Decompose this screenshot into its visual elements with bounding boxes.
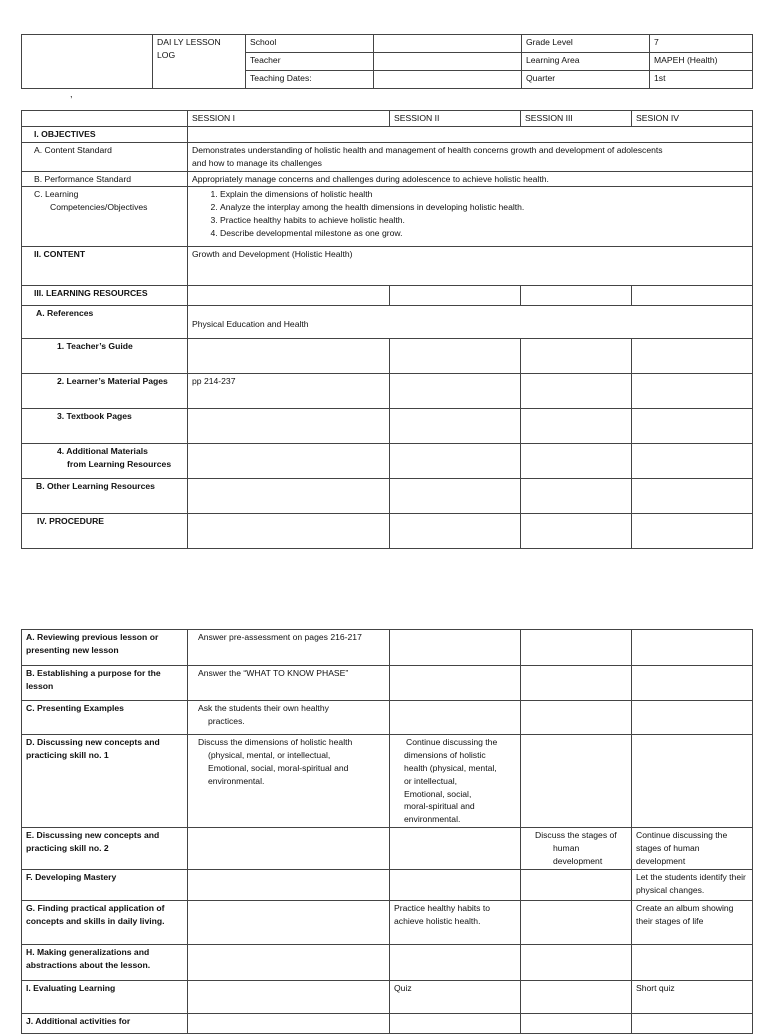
- textbook-s1: [188, 409, 390, 444]
- proc-c-s1-line2: practices.: [208, 715, 245, 726]
- proc-g-s2: Practice healthy habits to achieve holistic health.: [390, 900, 521, 944]
- proc-a-s1: Answer pre-assessment on pages 216-217: [188, 630, 390, 666]
- teachers-guide-s3: [521, 339, 632, 374]
- proc-d-s2-line: health (physical, mental,: [404, 762, 497, 773]
- competency-item: 3. Practice healthy habits to achieve holistic health.: [220, 214, 748, 227]
- content-heading: II. CONTENT: [22, 247, 188, 286]
- proc-i-s4: Short quiz: [632, 980, 753, 1013]
- performance-standard-label: B. Performance Standard: [22, 171, 188, 187]
- proc-e-s3: [521, 828, 632, 870]
- proc-b-s1: Answer the “WHAT TO KNOW PHASE”: [188, 666, 390, 701]
- teachers-guide-s2: [390, 339, 521, 374]
- grade-value[interactable]: 7: [650, 35, 753, 53]
- proc-i-s3: [521, 980, 632, 1013]
- proc-b-s4: [632, 666, 753, 701]
- proc-a-s3: [521, 630, 632, 666]
- resources-s1: [188, 286, 390, 306]
- proc-d-s1-line3: Emotional, social, moral-spiritual and: [208, 762, 349, 773]
- grade-label: Grade Level: [522, 35, 650, 53]
- proc-f-s1: [188, 869, 390, 900]
- textbook-s3: [521, 409, 632, 444]
- other-resources-s2: [390, 479, 521, 514]
- session-header-1: SESSION I: [188, 111, 390, 127]
- proc-j-s3: [521, 1013, 632, 1033]
- proc-c-s1: [188, 701, 390, 735]
- teacher-label: Teacher: [246, 53, 374, 71]
- resources-s3: [521, 286, 632, 306]
- competency-item: 2. Analyze the interplay among the health dimensions in developing holistic health.: [220, 201, 748, 214]
- proc-c-s3: [521, 701, 632, 735]
- objectives-heading: I. OBJECTIVES: [22, 126, 188, 142]
- proc-j-label: J. Additional activities for: [22, 1013, 188, 1033]
- proc-a-s2: [390, 630, 521, 666]
- proc-h-s2: [390, 944, 521, 980]
- proc-h-s4: [632, 944, 753, 980]
- proc-j-s2: [390, 1013, 521, 1033]
- proc-c-s4: [632, 701, 753, 735]
- procedure-heading-s3: [521, 514, 632, 549]
- resources-heading: III. LEARNING RESOURCES: [22, 286, 188, 306]
- teacher-value[interactable]: [374, 53, 522, 71]
- procedure-heading: IV. PROCEDURE: [22, 514, 188, 549]
- proc-d-s2-line: Continue discussing the: [406, 737, 498, 747]
- proc-i-s2: Quiz: [390, 980, 521, 1013]
- additional-materials-s4: [632, 444, 753, 479]
- performance-standard-value: Appropriately manage concerns and challenges during adolescence to achieve holistic health.: [188, 171, 753, 187]
- proc-d-s1-line2: (physical, mental, or intellectual,: [208, 749, 331, 760]
- procedure-table: [21, 629, 753, 1034]
- proc-j-s1: [188, 1013, 390, 1033]
- competency-item: 4. Describe developmental milestone as one grow.: [220, 227, 748, 240]
- additional-materials-line1: 4. Additional Materials: [57, 446, 148, 457]
- content-standard-value: [188, 142, 753, 171]
- proc-d-s4: [632, 735, 753, 828]
- school-value[interactable]: [374, 35, 522, 53]
- proc-e-s1: [188, 828, 390, 870]
- proc-f-s2: [390, 869, 521, 900]
- proc-g-s1: [188, 900, 390, 944]
- proc-b-s2: [390, 666, 521, 701]
- proc-f-s4: Let the students identify their physical changes.: [632, 869, 753, 900]
- additional-materials-s1: [188, 444, 390, 479]
- proc-e-s3-line2: human: [553, 843, 580, 854]
- other-resources-label: B. Other Learning Resources: [22, 479, 188, 514]
- dates-label: Teaching Dates:: [246, 71, 374, 89]
- proc-e-s2: [390, 828, 521, 870]
- proc-a-s4: [632, 630, 753, 666]
- proc-c-s1-line1: Ask the students their own healthy: [198, 703, 329, 713]
- log-title: [153, 35, 246, 89]
- additional-materials-s2: [390, 444, 521, 479]
- proc-d-label: D. Discussing new concepts and practicing skill no. 1: [22, 735, 188, 828]
- stray-mark: ,: [70, 89, 73, 99]
- procedure-heading-s4: [632, 514, 753, 549]
- learners-material-s3: [521, 374, 632, 409]
- quarter-label: Quarter: [522, 71, 650, 89]
- competencies-label-line1: C. Learning: [34, 189, 79, 200]
- proc-j-s4: [632, 1013, 753, 1033]
- other-resources-s3: [521, 479, 632, 514]
- proc-e-s3-line1: Discuss the stages of: [535, 830, 617, 841]
- proc-d-s2-line: dimensions of holistic: [404, 749, 486, 760]
- proc-e-s4: Continue discussing the stages of human development: [632, 828, 753, 870]
- proc-g-s3: [521, 900, 632, 944]
- teachers-guide-s4: [632, 339, 753, 374]
- proc-b-s3: [521, 666, 632, 701]
- dates-value[interactable]: [374, 71, 522, 89]
- competencies-label-line2: Competencies/Objectives: [50, 202, 148, 213]
- area-value[interactable]: MAPEH (Health): [650, 53, 753, 71]
- other-resources-s4: [632, 479, 753, 514]
- header-blank-cell: [22, 35, 153, 89]
- proc-d-s2-line: or intellectual,: [404, 775, 458, 786]
- proc-i-s1: [188, 980, 390, 1013]
- procedure-heading-s2: [390, 514, 521, 549]
- session-header-blank: [22, 111, 188, 127]
- other-resources-s1: [188, 479, 390, 514]
- resources-s4: [632, 286, 753, 306]
- proc-d-s1: [188, 735, 390, 828]
- content-standard-line2: and how to manage its challenges: [192, 157, 322, 168]
- proc-c-label: C. Presenting Examples: [22, 701, 188, 735]
- proc-d-s2-line: moral-spiritual and: [404, 801, 475, 812]
- quarter-value[interactable]: 1st: [650, 71, 753, 89]
- procedure-heading-s1: [188, 514, 390, 549]
- references-label: A. References: [22, 306, 188, 339]
- textbook-label: 3. Textbook Pages: [22, 409, 188, 444]
- resources-s2: [390, 286, 521, 306]
- competency-item: 1. Explain the dimensions of holistic health: [220, 188, 748, 201]
- learners-material-s2: [390, 374, 521, 409]
- textbook-s2: [390, 409, 521, 444]
- log-title-line1: DAI LY LESSON: [157, 37, 221, 47]
- objectives-heading-blank: [188, 126, 753, 142]
- content-standard-line1: Demonstrates understanding of holistic health and management of health concerns growth and development of adolescents: [192, 144, 663, 155]
- header-table: [21, 34, 753, 89]
- proc-c-s2: [390, 701, 521, 735]
- learners-material-s1: pp 214-237: [188, 374, 390, 409]
- area-label: Learning Area: [522, 53, 650, 71]
- session-header-2: SESSION II: [390, 111, 521, 127]
- proc-e-s3-line3: development: [553, 856, 603, 867]
- proc-g-s4: Create an album showing their stages of life: [632, 900, 753, 944]
- competencies-label: [22, 187, 188, 247]
- additional-materials-label: [22, 444, 188, 479]
- proc-h-s3: [521, 944, 632, 980]
- competencies-list-cell: [188, 187, 753, 247]
- proc-h-s1: [188, 944, 390, 980]
- proc-g-label: G. Finding practical application of concepts and skills in daily living.: [22, 900, 188, 944]
- lesson-table: [21, 110, 753, 549]
- content-value: Growth and Development (Holistic Health): [188, 247, 753, 286]
- teachers-guide-s1: [188, 339, 390, 374]
- proc-d-s1-line4: environmental.: [208, 775, 265, 786]
- textbook-s4: [632, 409, 753, 444]
- proc-h-label: H. Making generalizations and abstractions about the lesson.: [22, 944, 188, 980]
- competencies-list: [192, 188, 748, 240]
- proc-b-label: B. Establishing a purpose for the lesson: [22, 666, 188, 701]
- additional-materials-s3: [521, 444, 632, 479]
- teachers-guide-label: 1. Teacher’s Guide: [22, 339, 188, 374]
- proc-e-label: E. Discussing new concepts and practicing skill no. 2: [22, 828, 188, 870]
- proc-d-s2-line: Emotional, social,: [404, 788, 472, 799]
- proc-f-label: F. Developing Mastery: [22, 869, 188, 900]
- proc-d-s1-line1: Discuss the dimensions of holistic health: [198, 737, 353, 747]
- proc-d-s3: [521, 735, 632, 828]
- proc-i-label: I. Evaluating Learning: [22, 980, 188, 1013]
- references-value: Physical Education and Health: [188, 306, 753, 339]
- additional-materials-line2: from Learning Resources: [67, 459, 172, 470]
- proc-f-s3: [521, 869, 632, 900]
- content-standard-label: A. Content Standard: [22, 142, 188, 171]
- session-header-4: SESION IV: [632, 111, 753, 127]
- learners-material-s4: [632, 374, 753, 409]
- proc-d-s2: [390, 735, 521, 828]
- session-header-3: SESSION III: [521, 111, 632, 127]
- proc-d-s2-line: environmental.: [404, 814, 461, 825]
- school-label: School: [246, 35, 374, 53]
- learners-material-label: 2. Learner’s Material Pages: [22, 374, 188, 409]
- log-title-line2: LOG: [157, 49, 176, 60]
- proc-a-label: A. Reviewing previous lesson or presenting new lesson: [22, 630, 188, 666]
